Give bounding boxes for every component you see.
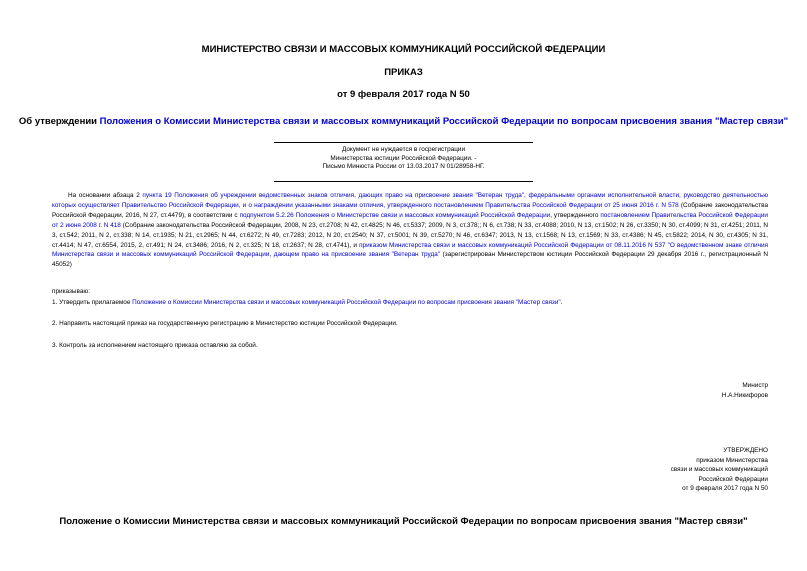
- basis-link[interactable]: пункта 19 Положения об учреждении ведомственных знаков отличия, дающих право на присвоение звания "Ветеран труда", федеральными органами исполнительной власти, руководство деятельностью которых осуществляет Правительство Российской Федерации, и о награждении указанными знаками отличия, утвержденного постановлением Правительства Российской Федерации от 25 июня 2016 г. N 578: [52, 192, 768, 209]
- order-item-text: 1. Утвердить прилагаемое: [52, 299, 133, 306]
- registration-note-line: Письмо Минюста России от 13.03.2017 N 01/28958-НГ.: [322, 163, 485, 171]
- note-bottom-divider: [274, 181, 533, 182]
- order-item-2: 2. Направить настоящий приказ на государственную регистрацию в Министерство юстиции Российской Федерации.: [52, 320, 398, 327]
- order-item-3: 3. Контроль за исполнением настоящего приказа оставляю за собой.: [52, 342, 258, 349]
- basis-link[interactable]: приказом Министерства связи и массовых коммуникаций Российской Федерации от 08.11.2016 N 537 "О ведомственном знаке отличия Министерства связи и массовых коммуникаций Российской Федерации, дающем право на присвоение звания "Ветеран труда": [52, 241, 768, 259]
- basis-text: На основании абзаца 2: [68, 192, 143, 199]
- regulation-link[interactable]: Положение о Комиссии Министерства связи и массовых коммуникаций Российской Федерации по вопросам присвоения звания "Мастер связи": [132, 299, 561, 306]
- signature-block: [722, 381, 768, 400]
- order-item-1: [52, 299, 562, 306]
- document-date-number: от 9 февраля 2017 года N 50: [337, 89, 470, 100]
- note-top-divider: [274, 142, 533, 143]
- title-link[interactable]: Положения о Комиссии Министерства связи и массовых коммуникаций Российской Федерации по вопросам присвоения звания "Мастер связи": [99, 116, 789, 127]
- approval-line: приказом Министерства: [696, 456, 768, 464]
- order-item-text: .: [560, 299, 563, 306]
- registration-note: [274, 146, 533, 172]
- signature-name: Н.А.Никифоров: [721, 391, 768, 399]
- registration-note-line: Документ не нуждается в госрегистрации: [341, 146, 466, 153]
- basis-text: (Собрание законодательства Российской Федерации, 2016, N 27, ст.4479), в соответствии с: [52, 201, 768, 219]
- order-word: приказываю:: [52, 288, 90, 295]
- ministry-heading: МИНИСТЕРСТВО СВЯЗИ И МАССОВЫХ КОММУНИКАЦИЙ РОССИЙСКОЙ ФЕДЕРАЦИИ: [201, 44, 606, 55]
- approval-block: [671, 446, 768, 494]
- title-prefix: Об утверждении: [18, 116, 100, 127]
- approval-line: связи и массовых коммуникаций: [670, 466, 768, 474]
- signature-position: Министр: [742, 382, 768, 389]
- document-type: ПРИКАЗ: [384, 67, 423, 78]
- approval-line: УТВЕРЖДЕНО: [723, 447, 768, 454]
- regulation-title: Положение о Комиссии Министерства связи и массовых коммуникаций Российской Федерации по вопросам присвоения звания "Мастер связи": [59, 516, 748, 527]
- basis-link[interactable]: постановлением Правительства Российской Федерации от 2 июня 2008 г. N 418: [52, 211, 769, 229]
- basis-link[interactable]: подпунктом 5.2.26 Положения о Министерстве связи и массовых коммуникаций Российской Федерации: [239, 211, 551, 219]
- document-title: [0, 116, 807, 127]
- basis-text: (зарегистрирован Министерством юстиции Российской Федерации 29 декабря 2016 г., регистрационный N 45052): [52, 251, 769, 269]
- approval-line: Российской Федерации: [698, 475, 768, 483]
- basis-paragraph: [52, 191, 768, 270]
- approval-line: от 9 февраля 2017 года N 50: [682, 485, 768, 493]
- basis-text: (Собрание законодательства Российской Федерации, 2008, N 23, ст.2708; N 42, ст.4825; N 46, ст.5337; 2009, N 3, ст.378;; N 6, ст.738; N 33, ст.4088; 2010, N 13, ст.1502; N 26, ст.3350; N 30, ст.4099; N 31, ст.4251; 2011, N 3, ст.542; 2011, N 2, ст.338; N 14, ст.1935; N 21, ст.2965; N 44, ст.6272; N 49, ст.7283; 2012, N 20, ст.2540; N 37, ст.5001; N 39, ст.5270; N 46, ст.6347; 2013, N 13, ст.1568; N 13, ст.1569; N 33, ст.4386; N 45, ст.5822; 2014, N 30, ст.4305; N 31, ст.4414; N 47, ст.6554, 2015, 2, ст.491; N 24, ст.3486; 2016, N 2, ст.325; N 18, ст.2637; N 28, ст.4741), и: [52, 221, 768, 249]
- basis-text: , утвержденного: [550, 211, 601, 219]
- registration-note-line: Министерства юстиции Российской Федерации. -: [330, 154, 477, 162]
